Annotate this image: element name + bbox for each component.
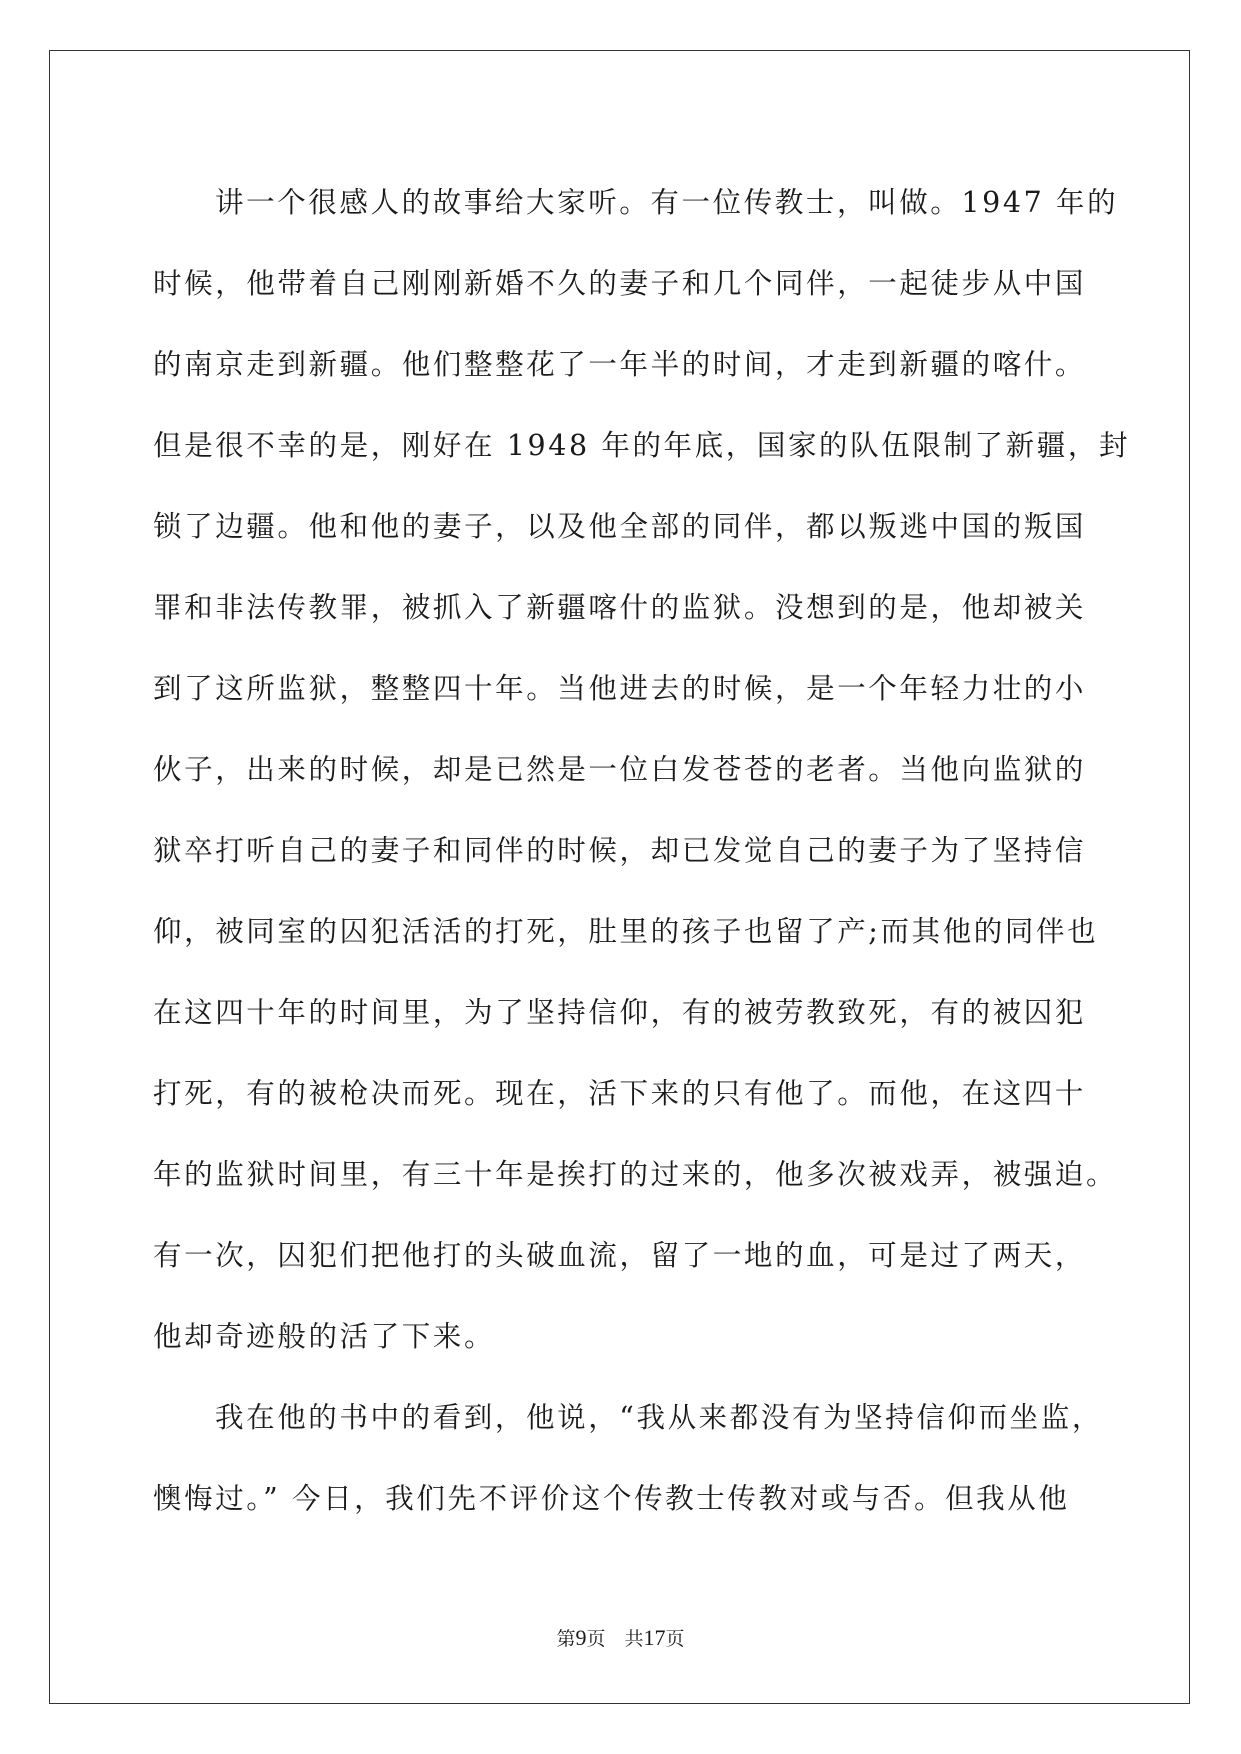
footer-mid: 页 共: [586, 1628, 644, 1650]
text-line: 罪和非法传教罪，被抓入了新疆喀什的监狱。没想到的是，他却被关: [153, 591, 1087, 624]
text-line: 的南京走到新疆。他们整整花了一年半的时间，才走到新疆的喀什。: [153, 348, 1087, 381]
footer-suffix: 页: [665, 1628, 685, 1650]
text-line: 伙子，出来的时候，却是已然是一位白发苍苍的老者。当他向监狱的: [153, 753, 1087, 786]
total-pages: 17: [643, 1625, 666, 1650]
text-line: 懊悔过。” 今日，我们先不评价这个传教士传教对或与否。但我从他: [153, 1482, 1070, 1515]
page-footer: [0, 1624, 1241, 1651]
text-line: 有一次，囚犯们把他打的头破血流，留了一地的血，可是过了两天，: [153, 1239, 1087, 1272]
text-line: 到了这所监狱，整整四十年。当他进去的时候，是一个年轻力壮的小: [153, 672, 1087, 705]
text-line: 但是很不幸的是，刚好在 1948 年的年底，国家的队伍限制了新疆，封: [153, 429, 1131, 462]
paragraph-2: [153, 1377, 1103, 1539]
text-line: 年的监狱时间里，有三十年是挨打的过来的，他多次被戏弄，被强迫。: [153, 1158, 1118, 1191]
text-line: 打死，有的被枪决而死。现在，活下来的只有他了。而他，在这四十: [153, 1077, 1087, 1110]
text-line: 他却奇迹般的活了下来。: [153, 1320, 496, 1353]
text-line: 时候，他带着自己刚刚新婚不久的妻子和几个同伴，一起徒步从中国: [153, 267, 1087, 300]
paragraph-1: [153, 162, 1131, 1377]
page-number: 9: [575, 1625, 587, 1650]
text-line: 锁了边疆。他和他的妻子，以及他全部的同伴，都以叛逃中国的叛国: [153, 510, 1087, 543]
footer-prefix: 第: [556, 1628, 576, 1650]
text-line: 我在他的书中的看到，他说，“我从来都没有为坚持信仰而坐监，: [215, 1401, 1103, 1434]
text-line: 在这四十年的时间里，为了坚持信仰，有的被劳教致死，有的被囚犯: [153, 996, 1087, 1029]
document-body: [153, 162, 1131, 1539]
text-line: 狱卒打听自己的妻子和同伴的时候，却已发觉自己的妻子为了坚持信: [153, 834, 1087, 867]
text-line: 讲一个很感人的故事给大家听。有一位传教士，叫做。1947 年的: [215, 186, 1119, 219]
text-line: 仰，被同室的囚犯活活的打死，肚里的孩子也留了产;而其他的同伴也: [153, 915, 1099, 948]
